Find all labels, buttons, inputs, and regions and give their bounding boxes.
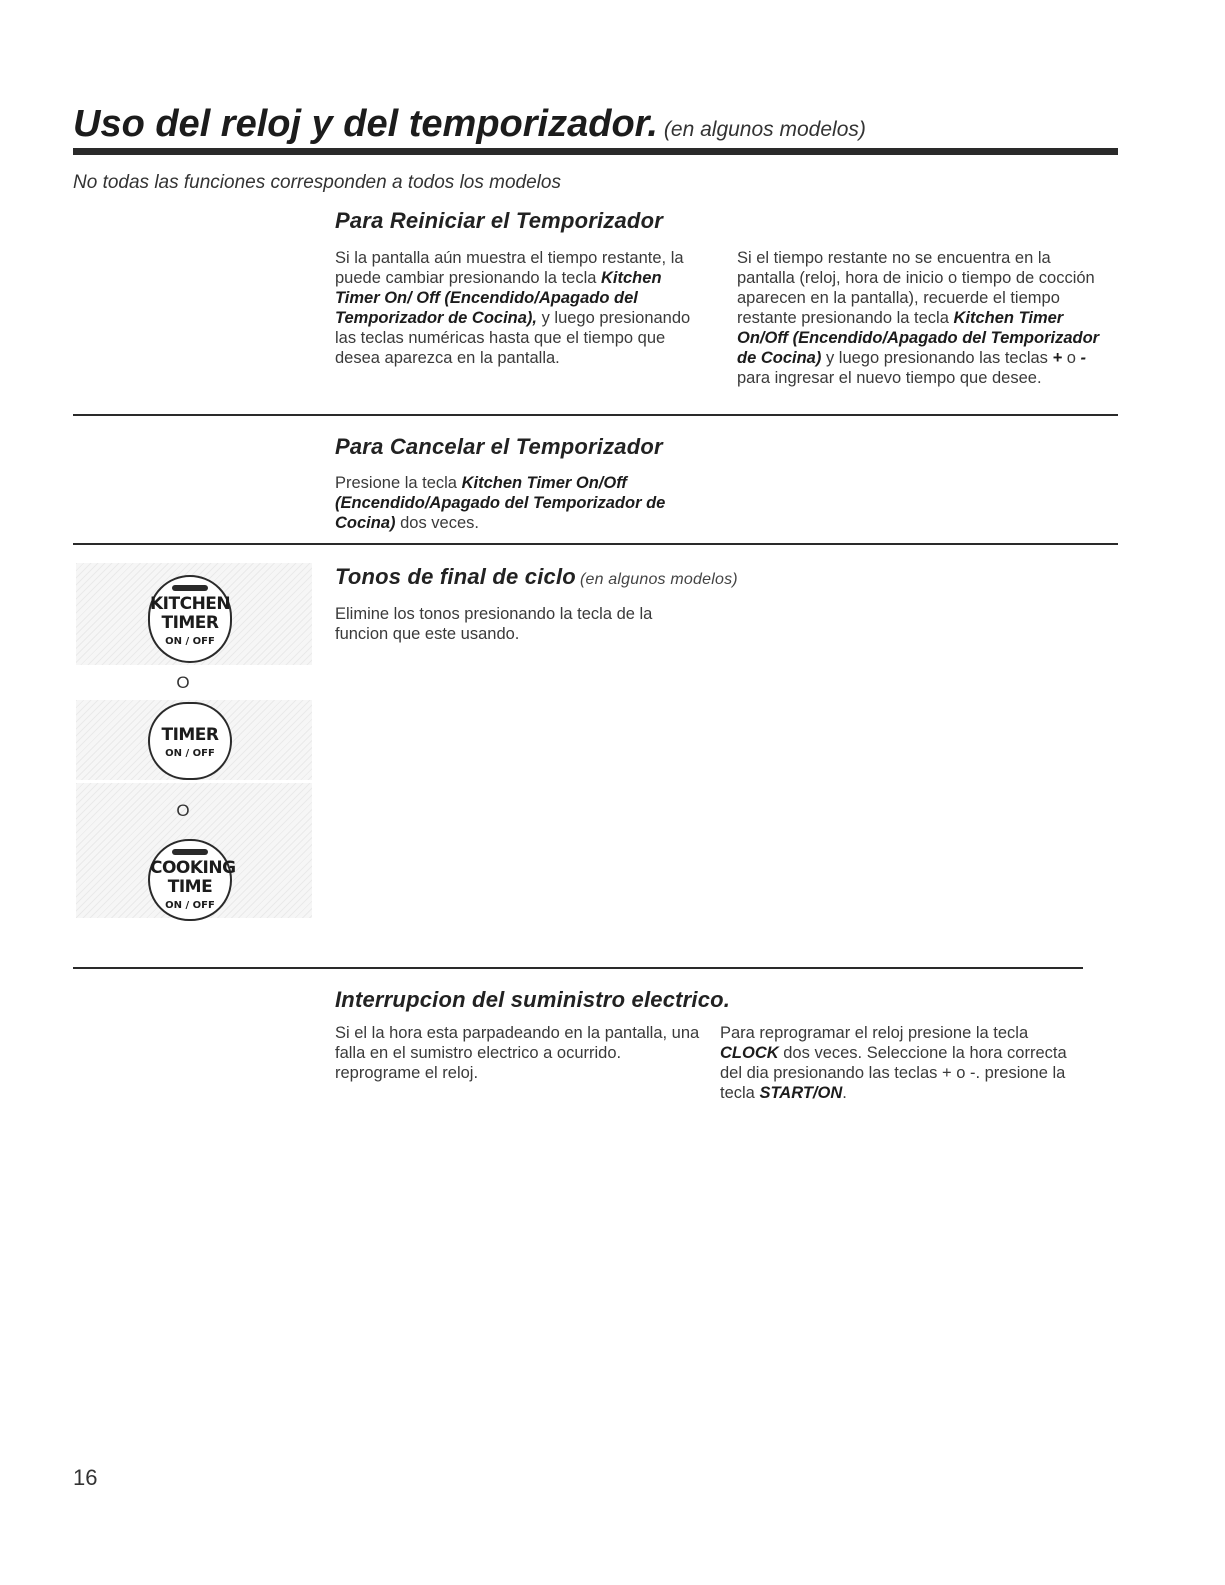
key-panel-kitchen xyxy=(76,563,312,665)
emphasis-text: START/ON xyxy=(759,1084,843,1102)
emphasis-text: - xyxy=(1080,349,1087,367)
cancel-heading: Para Cancelar el Temporizador xyxy=(335,434,663,459)
key-label-line3: ON / OFF xyxy=(165,900,215,911)
title-rule xyxy=(73,148,1118,155)
key-panel-timer xyxy=(76,700,312,780)
key-label-line1: COOKING xyxy=(150,858,236,878)
emphasis-text: Kitchen Timer On/Off (Encendido/Apagado del Temporizador de Cocina) xyxy=(335,474,666,532)
body-text: Si la pantalla aún muestra el tiempo restante, la puede cambiar presionando la tecla xyxy=(335,249,684,287)
reset-body-right xyxy=(737,248,1112,388)
timer-key xyxy=(148,702,232,780)
key-indicator-bar xyxy=(172,585,208,591)
body-text: dos veces. Seleccione la hora correcta del dia presionando las teclas + o -. presione la tecla xyxy=(720,1044,1067,1102)
emphasis-text: + xyxy=(1052,349,1063,367)
tones-heading xyxy=(335,564,738,590)
key-label-line1: KITCHEN xyxy=(150,594,231,614)
or-separator: O xyxy=(176,673,190,692)
body-text: dos veces. xyxy=(395,514,479,532)
power-heading: Interrupcion del suministro electrico. xyxy=(335,987,731,1012)
body-text: y luego presionando las teclas numéricas hasta que el tiempo que desea aparezca en la pantalla. xyxy=(335,309,691,367)
reset-heading: Para Reiniciar el Temporizador xyxy=(335,208,663,233)
key-label-line3: ON / OFF xyxy=(165,636,215,647)
kitchen-timer-key xyxy=(148,575,232,663)
emphasis-text: Kitchen Timer On/ Off (Encendido/Apagado del Temporizador de Cocina), xyxy=(335,269,662,327)
tones-heading-text: Tonos de final de ciclo xyxy=(335,564,576,589)
key-label-line2: ON / OFF xyxy=(165,748,215,759)
body-text: . xyxy=(842,1084,847,1102)
reset-body-left xyxy=(335,248,710,368)
key-label-line2: TIMER xyxy=(161,613,219,633)
emphasis-text: CLOCK xyxy=(720,1044,779,1062)
emphasis-text: Kitchen Timer On/Off (Encendido/Apagado del Temporizador de Cocina) xyxy=(737,309,1100,367)
body-text: Elimine los tonos presionando la tecla de la funcion que este usando. xyxy=(335,605,653,643)
models-note: No todas las funciones corresponden a todos los modelos xyxy=(73,172,561,193)
page-title xyxy=(73,103,866,146)
body-text: y luego presionando las teclas xyxy=(821,349,1053,367)
section-divider xyxy=(73,543,1118,545)
page-title-subtitle: (en algunos modelos) xyxy=(663,118,866,141)
key-indicator-bar xyxy=(172,849,208,855)
page-number: 16 xyxy=(73,1465,98,1490)
body-text: Para reprogramar el reloj presione la tecla xyxy=(720,1024,1029,1042)
power-body-left xyxy=(335,1023,705,1083)
key-label-line2: TIME xyxy=(167,877,213,897)
section-divider xyxy=(73,967,1083,969)
power-body-right xyxy=(720,1023,1090,1103)
cancel-body xyxy=(335,473,695,533)
key-panel-cooking xyxy=(76,783,312,918)
body-text: Presione la tecla xyxy=(335,474,462,492)
body-text: Si el la hora esta parpadeando en la pantalla, una falla en el sumistro electrico a ocurrido. reprograme el reloj. xyxy=(335,1024,700,1082)
body-text: para ingresar el nuevo tiempo que desee. xyxy=(737,369,1042,387)
tones-heading-subtitle: (en algunos modelos) xyxy=(579,571,738,588)
cooking-time-key xyxy=(148,839,236,921)
or-separator: O xyxy=(176,801,190,820)
section-divider xyxy=(73,414,1118,416)
tones-body xyxy=(335,604,695,644)
page-title-text: Uso del reloj y del temporizador. xyxy=(73,103,658,145)
body-text: Si el tiempo restante no se encuentra en la pantalla (reloj, hora de inicio o tiempo de cocción aparecen en la pantalla), recuerde el tiempo restante presionando la tecla xyxy=(737,249,1095,327)
key-label-line1: TIMER xyxy=(161,725,219,745)
body-text: o xyxy=(1062,349,1081,367)
